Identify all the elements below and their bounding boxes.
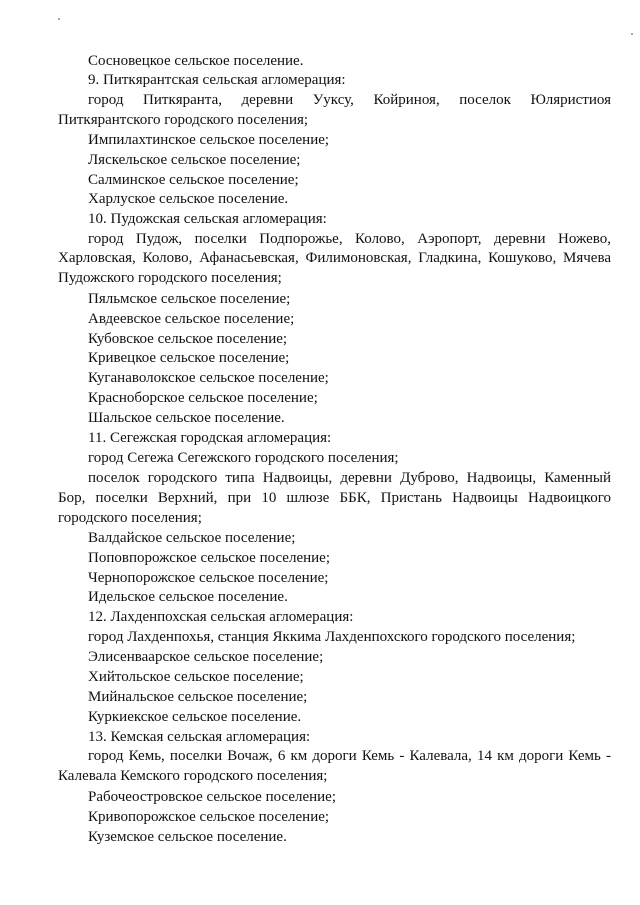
text-line: Ляскельское сельское поселение; (88, 152, 301, 168)
scan-speck (58, 18, 60, 20)
text-line: Поповпорожское сельское поселение; (88, 550, 330, 566)
scan-speck (631, 33, 633, 35)
text-line: Кривопорожское сельское поселение; (88, 809, 330, 825)
text-line: 9. Питкярантская сельская агломерация: (88, 72, 346, 88)
text-line: Элисенваарское сельское поселение; (88, 649, 324, 665)
text-line: город Сегежа Сегежского городского поселения; (88, 450, 399, 466)
text-line: Мийнальское сельское поселение; (88, 689, 308, 705)
text-line: Хийтольское сельское поселение; (88, 669, 304, 685)
text-line: Кривецкое сельское поселение; (88, 350, 290, 366)
text-line: Пяльмское сельское поселение; (88, 291, 291, 307)
text-line: Чернопорожское сельское поселение; (88, 570, 329, 586)
text-line: Рабочеостровское сельское поселение; (88, 789, 337, 805)
text-line: Валдайское сельское поселение; (88, 530, 296, 546)
text-line: городского поселения; (58, 510, 202, 526)
text-line: Харловская, Колово, Афанасьевская, Филимоновская, Гладкина, Кошуково, Мячева (58, 250, 611, 266)
text-line: Салминское сельское поселение; (88, 172, 299, 188)
text-line: Сосновецкое сельское поселение. (88, 53, 304, 69)
text-line: город Пудож, поселки Подпорожье, Колово, Аэропорт, деревни Ножево, (88, 231, 611, 247)
text-line: 11. Сегежская городская агломерация: (88, 430, 332, 446)
text-line: Куркиекское сельское поселение. (88, 709, 302, 725)
text-line: Красноборское сельское поселение; (88, 390, 318, 406)
text-line: Импилахтинское сельское поселение; (88, 132, 330, 148)
text-line: Калевала Кемского городского поселения; (58, 768, 328, 784)
text-line: Бор, поселки Верхний, при 10 шлюзе ББК, Пристань Надвоицы Надвоицкого (58, 490, 611, 506)
text-line: Питкярантского городского поселения; (58, 112, 309, 128)
text-line: город Кемь, поселки Вочаж, 6 км дороги Кемь - Калевала, 14 км дороги Кемь - (88, 748, 611, 764)
text-line: поселок городского типа Надвоицы, деревни Дуброво, Надвоицы, Каменный (88, 470, 611, 486)
text-line: Пудожского городского поселения; (58, 270, 282, 286)
text-line: Идельское сельское поселение. (88, 589, 288, 605)
text-line: 13. Кемская сельская агломерация: (88, 729, 311, 745)
text-line: город Лахденпохья, станция Яккима Лахденпохского городского поселения; (88, 629, 576, 645)
text-line: 12. Лахденпохская сельская агломерация: (88, 609, 354, 625)
text-line: Харлуское сельское поселение. (88, 191, 289, 207)
text-line: Кубовское сельское поселение; (88, 331, 288, 347)
text-line: Куганаволокское сельское поселение; (88, 370, 329, 386)
text-line: 10. Пудожская сельская агломерация: (88, 211, 327, 227)
text-line: город Питкяранта, деревни Ууксу, Койриноя, поселок Юляристиоя (88, 92, 611, 108)
text-line: Шальское сельское поселение. (88, 410, 285, 426)
text-line: Авдеевское сельское поселение; (88, 311, 295, 327)
text-line: Куземское сельское поселение. (88, 829, 287, 845)
